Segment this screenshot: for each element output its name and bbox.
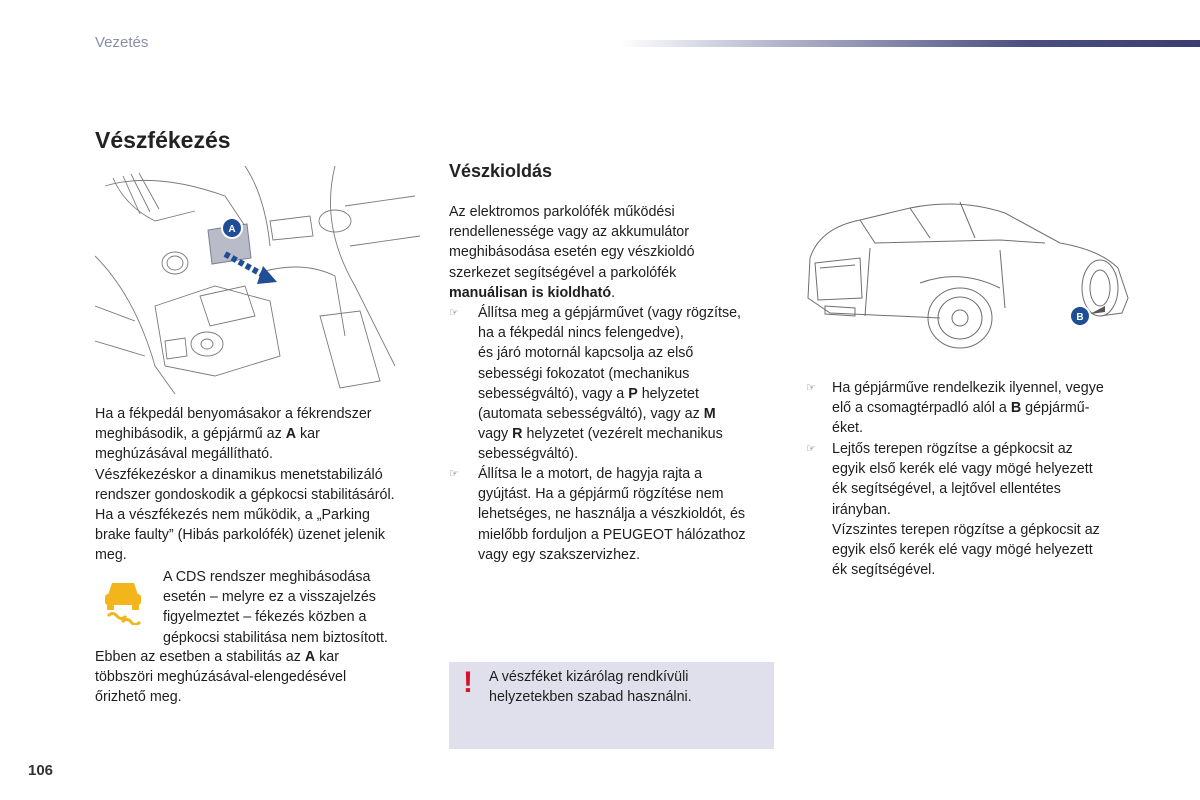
warning-text: A vészféket kizárólag rendkívüli helyzetekben szabad használni. [489, 669, 692, 706]
cds-followup-text: Ebben az esetben a stabilitás az A kar többszöri meghúzásával-elengedésével őrizhető meg. [95, 649, 347, 706]
cds-warning-text: A CDS rendszer meghibásodása esetén – melyre ez a visszajelzés figyelmeztet – fékezés közben a gépkocsi stabilitása nem biztosított. [163, 569, 388, 646]
pointer-bullet-icon: ☞ [806, 443, 816, 455]
page-title: Vészfékezés [95, 127, 231, 153]
release-step-2: ☞ Állítsa le a motort, de hagyja rajta a gyújtást. Ha a gépjármű rögzítése nem lehetséges, ne használja a vészkioldót, és mielőbb forduljon a PEUGEOT hálózathoz vagy egy szakszervizhez. [449, 466, 746, 563]
page-number: 106 [28, 762, 54, 779]
callout-a [222, 218, 242, 238]
release-intro: Az elektromos parkolófék működési rendellenessége vagy az akkumulátor meghibásodása esetén egy vészkioldó szerkezet segítségével a parkolófék manuálisan is kioldható. [449, 204, 695, 301]
section-header: Vezetés [95, 34, 149, 51]
pointer-bullet-icon: ☞ [449, 468, 459, 480]
header-gradient-bar [620, 40, 1200, 47]
pointer-bullet-icon: ☞ [806, 382, 816, 394]
warning-exclamation-icon: ! [463, 666, 473, 699]
release-step-1: ☞ Állítsa meg a gépjárművet (vagy rögzítse, ha a fékpedál nincs felengedve), és járó motornál kapcsolja az első sebességi fokozatot (mechanikus sebességváltó), vagy a P helyzetet (automata sebességváltó), vagy az M vagy R helyzetet (vezérelt mechanikus sebességváltó). [449, 305, 742, 463]
callout-b-label: B [1076, 312, 1084, 323]
callout-a-label: A [228, 224, 236, 235]
wedge-step-1: ☞ Ha gépjárműve rendelkezik ilyennel, vegye elő a csomagtérpadló alól a B gépjármű- éket. [806, 380, 1104, 437]
pointer-bullet-icon: ☞ [449, 307, 459, 319]
dashboard-illustration [95, 166, 420, 394]
callout-b [1070, 306, 1090, 326]
left-paragraph: Ha a fékpedál benyomásakor a fékrendszer meghibásodik, a gépjármű az A kar meghúzásával megállítható. Vészfékezéskor a dinamikus menetstabilizáló rendszer gondoskodik a gépkocsi stabilitásáról. Ha a vészfékezés nem működik, a „Parking brake faulty” (Hibás parkolófék) üzenet jelenik meg. [95, 406, 395, 564]
car-illustration [800, 188, 1135, 358]
skid-warning-icon [98, 575, 148, 625]
section-subtitle: Vészkioldás [449, 161, 553, 181]
wedge-step-2: ☞ Lejtős terepen rögzítse a gépkocsit az egyik első kerék elé vagy mögé helyezett ék segítségével, a lejtővel ellentétes irányban. Vízszintes terepen rögzítse a gépkocsit az egyik első kerék elé vagy mögé helyezett ék segítségével. [806, 441, 1100, 579]
